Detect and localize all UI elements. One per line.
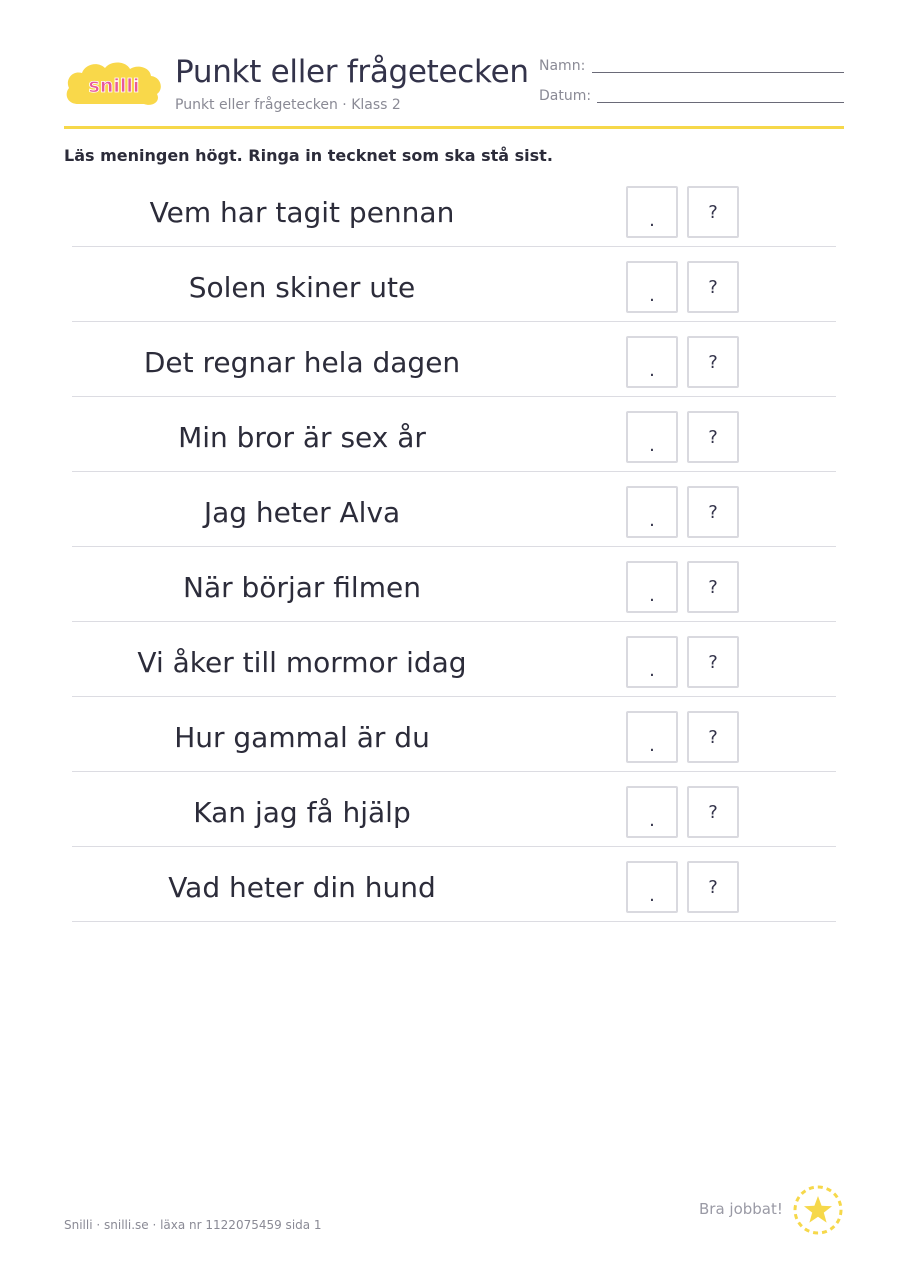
period-option[interactable]: .	[626, 186, 678, 238]
star-icon	[792, 1184, 844, 1236]
period-option[interactable]: .	[626, 411, 678, 463]
instruction-text: Läs meningen högt. Ringa in tecknet som ska stå sist.	[64, 146, 553, 165]
period-option[interactable]: .	[626, 711, 678, 763]
sentence-text: Vad heter din hund	[168, 871, 436, 904]
sentence-text: Jag heter Alva	[203, 496, 401, 529]
page-title: Punkt eller frågetecken	[175, 54, 529, 90]
page-subtitle: Punkt eller frågetecken · Klass 2	[175, 97, 401, 113]
question-option[interactable]: ?	[687, 261, 739, 313]
sentence-text: Det regnar hela dagen	[143, 346, 461, 379]
period-option[interactable]: .	[626, 336, 678, 388]
question-option[interactable]: ?	[687, 561, 739, 613]
sentence-row	[72, 772, 836, 847]
sentence-list	[72, 172, 836, 922]
question-option[interactable]: ?	[687, 636, 739, 688]
date-label: Datum:	[539, 88, 592, 104]
question-option[interactable]: ?	[687, 186, 739, 238]
question-option[interactable]: ?	[687, 786, 739, 838]
period-option[interactable]: .	[626, 486, 678, 538]
sentence-text: Vem har tagit pennan	[149, 196, 455, 229]
sentence-row	[72, 622, 836, 697]
sentence-text: Solen skiner ute	[188, 271, 416, 304]
name-label: Namn:	[539, 58, 586, 74]
sentence-row	[72, 397, 836, 472]
sentence-row	[72, 172, 836, 247]
period-option[interactable]: .	[626, 261, 678, 313]
sentence-row	[72, 322, 836, 397]
sentence-row	[72, 247, 836, 322]
question-option[interactable]: ?	[687, 711, 739, 763]
period-option[interactable]: .	[626, 786, 678, 838]
period-option[interactable]: .	[626, 561, 678, 613]
sentence-row	[72, 472, 836, 547]
question-option[interactable]: ?	[687, 411, 739, 463]
header-divider	[64, 126, 844, 129]
question-option[interactable]: ?	[687, 861, 739, 913]
date-field[interactable]	[597, 102, 844, 103]
footer-text: Snilli · snilli.se · läxa nr 1122075459 sida 1	[64, 1218, 322, 1232]
sentence-row	[72, 847, 836, 922]
sentence-row	[72, 697, 836, 772]
sentence-text: Min bror är sex år	[178, 421, 426, 454]
period-option[interactable]: .	[626, 861, 678, 913]
sentence-text: Hur gammal är du	[174, 721, 430, 754]
praise-text: Bra jobbat!	[699, 1200, 783, 1218]
sentence-text: När börjar filmen	[183, 571, 421, 604]
logo-text: snilli	[88, 75, 140, 97]
period-option[interactable]: .	[626, 636, 678, 688]
question-option[interactable]: ?	[687, 486, 739, 538]
sentence-row	[72, 547, 836, 622]
name-field[interactable]	[592, 72, 844, 73]
snilli-logo	[64, 58, 164, 110]
sentence-text: Vi åker till mormor idag	[137, 646, 467, 679]
question-option[interactable]: ?	[687, 336, 739, 388]
sentence-text: Kan jag få hjälp	[193, 796, 411, 829]
